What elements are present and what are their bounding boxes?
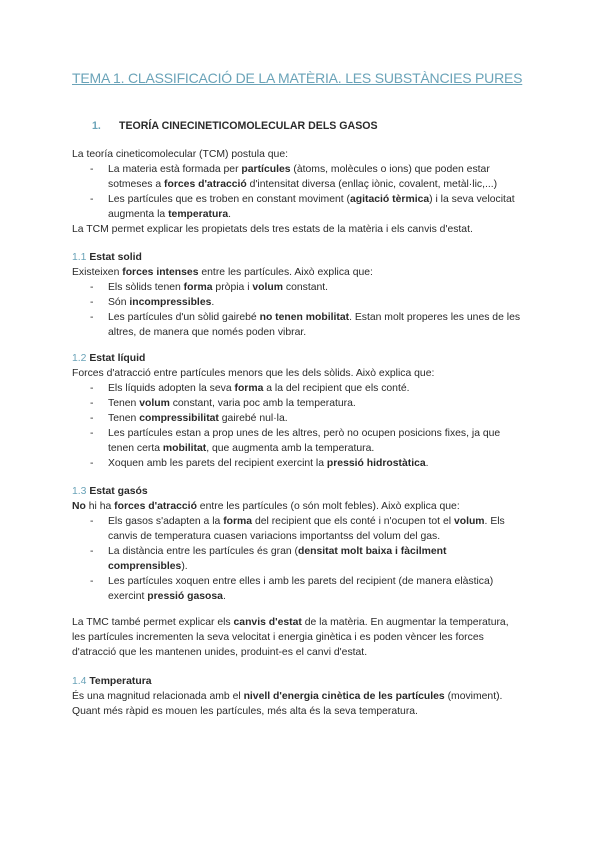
intro-conclusion: La TCM permet explicar les propietats dels tres estats de la matèria i els canvis d'estat.: [72, 224, 473, 235]
section-gas: [72, 484, 532, 604]
subsection-number: 1.2: [72, 353, 87, 364]
list-item: - Els sòlids tenen forma pròpia i volum constant.: [72, 280, 528, 295]
subsection-number: 1.3: [72, 486, 87, 497]
subsection-lead: No hi ha forces d'atracció entre les partícules (o són molt febles). Això explica que:: [72, 501, 460, 512]
tmc-paragraph: La TMC també permet explicar els canvis d'estat de la matèria. En augmentar la temperatura, les partícules incrementen la seva velocitat i energia ginètica i es poden vèncer les forces d'atracció que les mantenen unides, produint-es el canvi d'estat.: [72, 617, 509, 658]
subsection-lead: Existeixen forces intenses entre les partícules. Això explica que:: [72, 267, 373, 278]
subsection-lead: Forces d'atracció entre partícules menors que les dels sòlids. Això explica que:: [72, 368, 435, 379]
subsection-list: [72, 514, 532, 604]
subsection-heading: [72, 484, 532, 499]
section-temperature: [72, 674, 512, 719]
list-item: - Tenen compressibilitat gairebé nul·la.: [72, 411, 528, 426]
intro-text: La teoría cineticomolecular (TCM) postula que:: [72, 149, 288, 160]
list-item: - Les partícules estan a prop unes de les altres, però no ocupen posicions fixes, ja que tenen certa mobilitat, que augmenta amb la temperatura.: [72, 426, 528, 456]
subsection-lead: És una magnitud relacionada amb el nivell d'energia cinètica de les partícules (moviment). Quant més ràpid es mouen les partícules, més alta és la seva temperatura.: [72, 691, 503, 717]
intro-list: [72, 162, 532, 222]
list-item: - La materia està formada per partícules (àtoms, molècules o ions) que poden estar sotmeses a forces d'atracció d'intensitat diversa (enllaç iònic, covalent, metàl·lic,...): [72, 162, 528, 192]
list-item: - Els líquids adopten la seva forma a la del recipient que els conté.: [72, 381, 528, 396]
subsection-title: Estat líquid: [89, 353, 146, 364]
subsection-heading: [72, 250, 532, 265]
subsection-list: [72, 381, 532, 471]
section-heading: [92, 120, 378, 132]
subsection-title: Estat gasós: [89, 486, 148, 497]
list-item: - Les partícules que es troben en constant moviment (agitació tèrmica) i la seva velocitat augmenta la temperatura.: [72, 192, 528, 222]
section-heading-number: 1.: [92, 120, 101, 132]
intro-block: [72, 147, 532, 237]
subsection-heading: [72, 674, 512, 689]
list-item: - Tenen volum constant, varia poc amb la temperatura.: [72, 396, 528, 411]
list-item: - Xoquen amb les parets del recipient exercint la pressió hidrostàtica.: [72, 456, 528, 471]
section-liquid: [72, 351, 532, 471]
list-item: - Les partícules xoquen entre elles i amb les parets del recipient (de manera elàstica) exercint pressió gasosa.: [72, 574, 528, 604]
list-item: - Són incompressibles.: [72, 295, 528, 310]
list-item: - Els gasos s'adapten a la forma del recipient que els conté i n'ocupen tot el volum. Els canvis de temperatura cuasen variacions importantss del volum del gas.: [72, 514, 528, 544]
list-item: - La distància entre les partícules és gran (densitat molt baixa i fàcilment comprensibles).: [72, 544, 528, 574]
subsection-number: 1.1: [72, 252, 87, 263]
subsection-title: Temperatura: [89, 676, 152, 687]
list-item: - Les partícules d'un sòlid gairebé no tenen mobilitat. Estan molt properes les unes de les altres, de manera que només poden vibrar.: [72, 310, 528, 340]
section-solid: [72, 250, 532, 340]
subsection-title: Estat solid: [89, 252, 142, 263]
section-heading-text: TEORÍA CINECINETICOMOLECULAR DELS GASOS: [119, 120, 378, 132]
document-title: TEMA 1. CLASSIFICACIÓ DE LA MATÈRIA. LES SUBSTÀNCIES PURES: [72, 70, 523, 86]
subsection-heading: [72, 351, 532, 366]
subsection-number: 1.4: [72, 676, 87, 687]
subsection-list: [72, 280, 532, 340]
